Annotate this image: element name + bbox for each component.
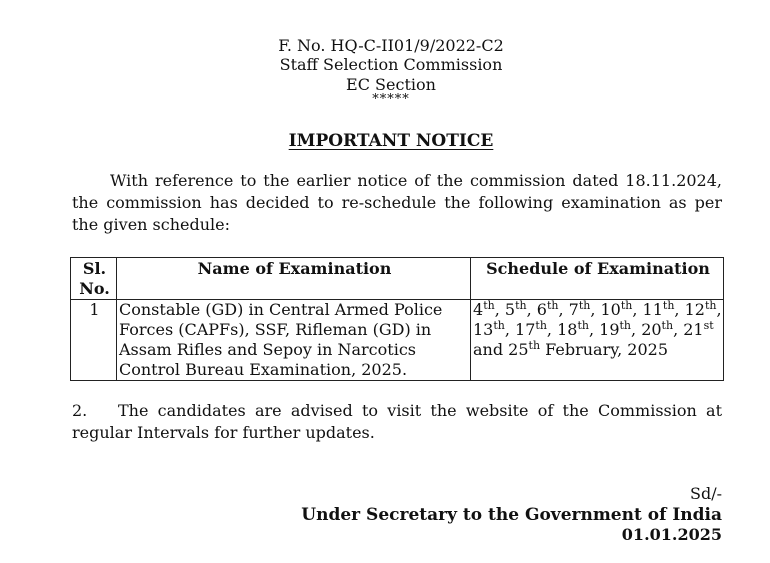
- schedule-date: 19th: [599, 319, 632, 339]
- schedule-date: 12th: [684, 299, 717, 319]
- row-schedule-dates: 4th, 5th, 6th, 7th, 10th, 11th, 12th, 13th, 17th, 18th, 19th, 20th, 21st and 25th February, 2025: [471, 300, 724, 381]
- schedule-date: 20th: [641, 319, 674, 339]
- notice-title: IMPORTANT NOTICE: [288, 131, 494, 151]
- paragraph-2: [72, 400, 722, 444]
- schedule-date: 21st: [683, 319, 714, 339]
- row-sl-no: 1: [71, 300, 117, 381]
- paragraph-1: [72, 170, 722, 236]
- schedule-date: 11th: [642, 299, 675, 319]
- row-exam-name: Constable (GD) in Central Armed Police Forces (CAPFs), SSF, Rifleman (GD) in Assam Rifles and Sepoy in Narcotics Control Bureau Examination, 2025.: [117, 300, 471, 381]
- header-separator: *****: [372, 92, 410, 107]
- paragraph-2-text: The candidates are advised to visit the website of the Commission at regular Intervals for further updates.: [72, 401, 722, 442]
- schedule-date: 5th: [504, 299, 527, 319]
- schedule-date: 13th: [473, 319, 505, 339]
- table-row: [71, 300, 724, 381]
- table-header-row: [71, 258, 724, 300]
- paragraph-2-number: 2.: [72, 401, 88, 420]
- file-number: F. No. HQ-C-II01/9/2022-C2: [278, 36, 504, 55]
- schedule-table: [70, 257, 724, 381]
- header-schedule: Schedule of Examination: [471, 258, 724, 300]
- organization-name: Staff Selection Commission: [279, 55, 503, 74]
- schedule-date: 4th: [473, 299, 495, 319]
- signature-designation: Under Secretary to the Government of India: [301, 505, 722, 525]
- schedule-date: 18th: [557, 319, 589, 339]
- schedule-date: 6th: [536, 299, 559, 319]
- schedule-month: February, 2025: [540, 340, 669, 359]
- paragraph-1-text: With reference to the earlier notice of the commission dated 18.11.2024, the commission has decided to re-schedule the following examination as per the given schedule:: [72, 171, 722, 234]
- notice-title-wrap: [0, 131, 770, 151]
- section-name: EC Section: [346, 75, 436, 94]
- signature-sd: Sd/-: [690, 484, 722, 503]
- header-sl-no: Sl. No.: [71, 258, 117, 300]
- schedule-date: 10th: [600, 299, 633, 319]
- schedule-date: 17th: [515, 319, 547, 339]
- schedule-date: 25th: [508, 339, 541, 359]
- header-exam-name: Name of Examination: [117, 258, 471, 300]
- schedule-date: 7th: [568, 299, 591, 319]
- signature-date: 01.01.2025: [621, 525, 722, 544]
